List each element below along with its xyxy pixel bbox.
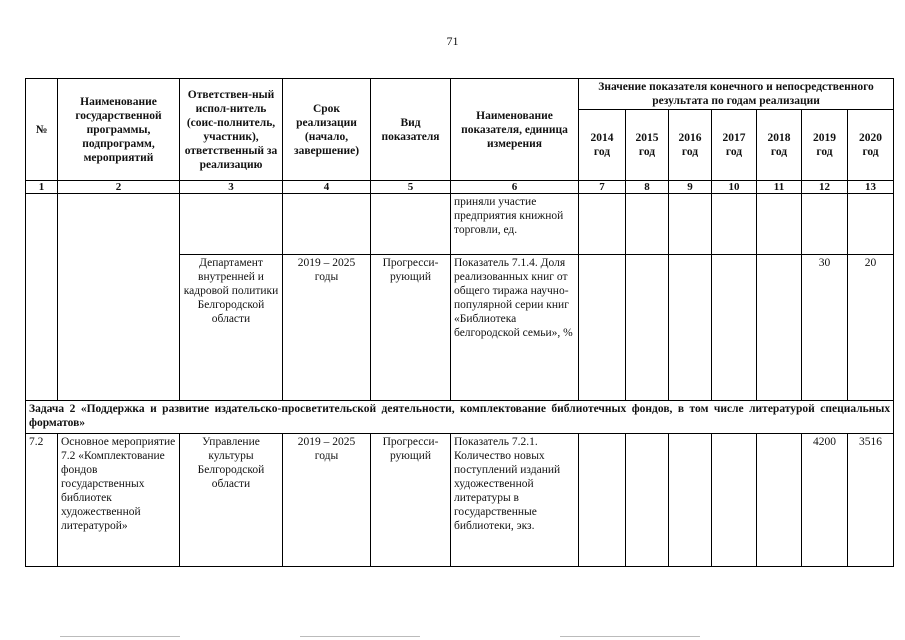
header-year: 2014 год bbox=[579, 110, 626, 181]
cell-value bbox=[669, 255, 712, 401]
header-responsible: Ответствен-ный испол-нитель (соис-полнитель, участник), ответственный за реализацию bbox=[180, 79, 283, 181]
column-number: 9 bbox=[669, 181, 712, 194]
cell-value bbox=[626, 194, 669, 255]
scan-artifact-line bbox=[560, 636, 700, 637]
header-year: 2019 год bbox=[802, 110, 848, 181]
cell-value: 20 bbox=[848, 255, 894, 401]
cell-value bbox=[757, 255, 802, 401]
cell-value bbox=[669, 194, 712, 255]
cell-value bbox=[579, 194, 626, 255]
column-number: 10 bbox=[712, 181, 757, 194]
scan-artifact-line bbox=[60, 636, 180, 637]
header-values-group: Значение показателя конечного и непосредственного результата по годам реализации bbox=[579, 79, 894, 110]
column-number: 11 bbox=[757, 181, 802, 194]
header-year: 2020 год bbox=[848, 110, 894, 181]
cell-value bbox=[579, 255, 626, 401]
column-number: 8 bbox=[626, 181, 669, 194]
cell-type: Прогресси-рующий bbox=[371, 434, 451, 567]
cell-type: Прогресси-рующий bbox=[371, 255, 451, 401]
task-row bbox=[26, 401, 894, 434]
cell-indicator: Показатель 7.1.4. Доля реализованных книг от общего тиража научно-популярной серии книг «Библиотека белгородской семьи», % bbox=[451, 255, 579, 401]
cell-term: 2019 – 2025 годы bbox=[283, 434, 371, 567]
cell-no bbox=[26, 194, 58, 401]
header-year: 2018 год bbox=[757, 110, 802, 181]
cell-value bbox=[712, 434, 757, 567]
cell-value bbox=[757, 194, 802, 255]
cell-term: 2019 – 2025 годы bbox=[283, 255, 371, 401]
cell-value: 30 bbox=[802, 255, 848, 401]
cell-value bbox=[626, 434, 669, 567]
column-number: 7 bbox=[579, 181, 626, 194]
cell-responsible: Управление культуры Белгородской области bbox=[180, 434, 283, 567]
cell-value bbox=[712, 255, 757, 401]
column-number: 4 bbox=[283, 181, 371, 194]
column-number: 13 bbox=[848, 181, 894, 194]
header-term: Срок реализации (начало, завершение) bbox=[283, 79, 371, 181]
cell-value: 4200 bbox=[802, 434, 848, 567]
indicators-table bbox=[25, 78, 894, 567]
cell-no: 7.2 bbox=[26, 434, 58, 567]
column-number: 1 bbox=[26, 181, 58, 194]
header-year: 2016 год bbox=[669, 110, 712, 181]
column-number: 12 bbox=[802, 181, 848, 194]
cell-value bbox=[626, 255, 669, 401]
cell-value: 3516 bbox=[848, 434, 894, 567]
header-row bbox=[26, 79, 894, 110]
column-number: 5 bbox=[371, 181, 451, 194]
task-text: Задача 2 «Поддержка и развитие издательско-просветительской деятельности, комплектование библиотечных фондов, в том числе литературой специальных форматов» bbox=[26, 401, 894, 434]
table-row bbox=[26, 434, 894, 567]
header-type: Вид показателя bbox=[371, 79, 451, 181]
cell-value bbox=[669, 434, 712, 567]
cell-value bbox=[848, 194, 894, 255]
cell-value bbox=[802, 194, 848, 255]
cell-name bbox=[58, 194, 180, 401]
column-number: 3 bbox=[180, 181, 283, 194]
page-number: 71 bbox=[446, 34, 459, 48]
cell-responsible bbox=[180, 194, 283, 255]
column-numbers-row bbox=[26, 181, 894, 194]
column-number: 6 bbox=[451, 181, 579, 194]
cell-responsible: Департамент внутренней и кадровой политики Белгородской области bbox=[180, 255, 283, 401]
cell-type bbox=[371, 194, 451, 255]
cell-indicator: Показатель 7.2.1. Количество новых поступлений изданий художественной литературы в государственные библиотеки, экз. bbox=[451, 434, 579, 567]
header-year: 2015 год bbox=[626, 110, 669, 181]
header-year: 2017 год bbox=[712, 110, 757, 181]
column-number: 2 bbox=[58, 181, 180, 194]
cell-value bbox=[757, 434, 802, 567]
table-row bbox=[26, 194, 894, 255]
cell-value bbox=[712, 194, 757, 255]
header-indicator: Наименование показателя, единица измерения bbox=[451, 79, 579, 181]
scan-artifact-line bbox=[300, 636, 420, 637]
cell-indicator: приняли участие предприятия книжной торговли, ед. bbox=[451, 194, 579, 255]
cell-name: Основное мероприятие 7.2 «Комплектование фондов государственных библиотек художественной литературой» bbox=[58, 434, 180, 567]
cell-term bbox=[283, 194, 371, 255]
header-name: Наименование государственной программы, подпрограмм, мероприятий bbox=[58, 79, 180, 181]
header-no: № bbox=[26, 79, 58, 181]
cell-value bbox=[579, 434, 626, 567]
